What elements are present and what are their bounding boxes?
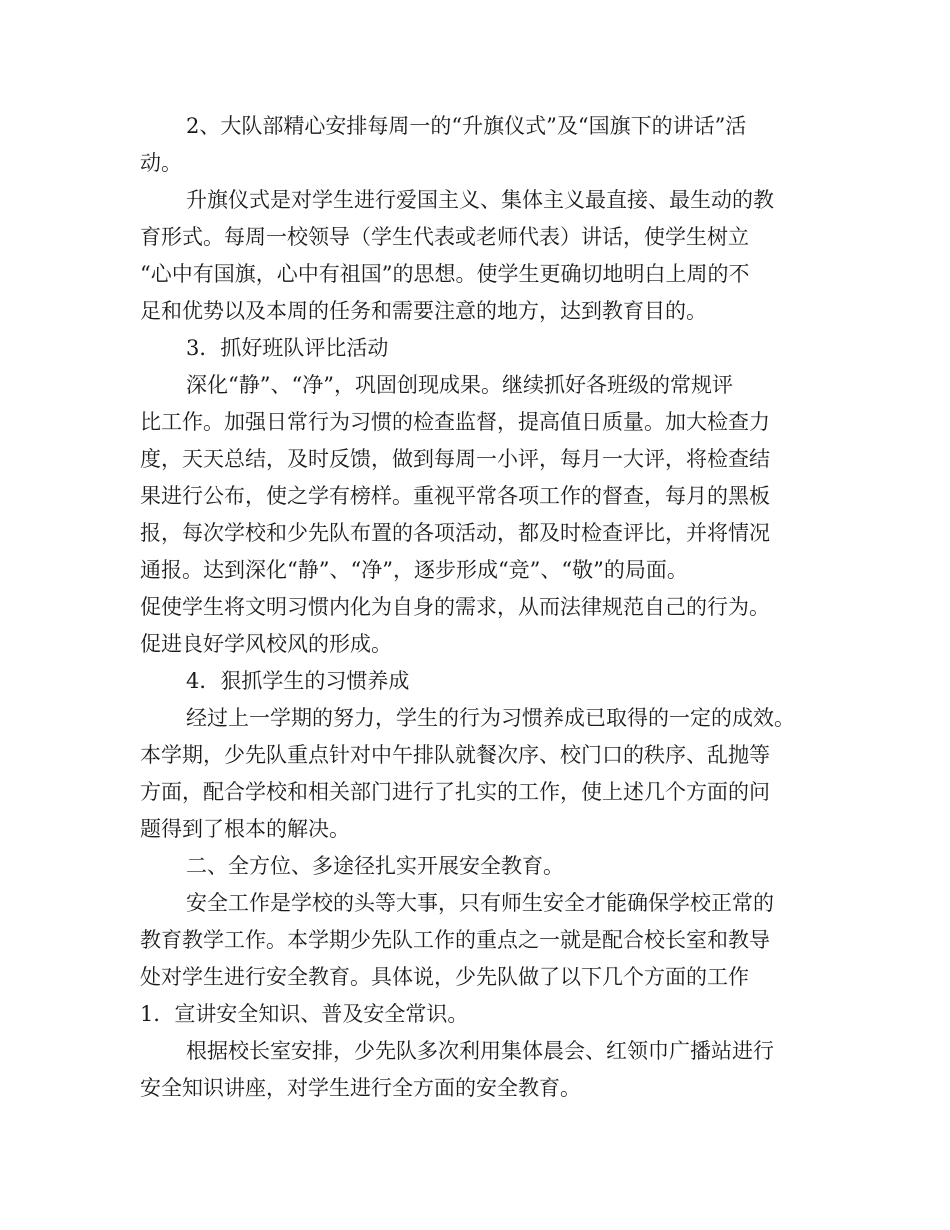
text-line: 2、大队部精心安排每周一的“升旗仪式”及“国旗下的讲话”活 <box>186 114 747 138</box>
section-heading: 4．狠抓学生的习惯养成 <box>186 669 410 693</box>
text-line: 教育教学工作。本学期少先队工作的重点之一就是配合校长室和教导 <box>140 928 770 952</box>
text-line: 足和优势以及本周的任务和需要注意的地方，达到教育目的。 <box>140 299 707 323</box>
text-line: 动。 <box>140 151 182 175</box>
text-line: 根据校长室安排，少先队多次利用集体晨会、红领巾广播站进行 <box>186 1039 774 1063</box>
text-line: 育形式。每周一校领导（学生代表或老师代表）讲话，使学生树立 <box>140 225 749 249</box>
section-heading: 3．抓好班队评比活动 <box>186 336 389 360</box>
text-line: 深化“静”、“净”，巩固创现成果。继续抓好各班级的常规评 <box>186 373 733 397</box>
text-line: 安全知识讲座，对学生进行全方面的安全教育。 <box>140 1076 581 1100</box>
section-heading: 1．宣讲安全知识、普及安全常识。 <box>140 1002 469 1026</box>
text-line: 报，每次学校和少先队布置的各项活动，都及时检查评比，并将情况 <box>140 521 770 545</box>
text-line: 处对学生进行安全教育。具体说，少先队做了以下几个方面的工作 <box>140 965 749 989</box>
text-line: 安全工作是学校的头等大事，只有师生安全才能确保学校正常的 <box>186 891 774 915</box>
text-line: 题得到了根本的解决。 <box>140 817 350 841</box>
section-heading: 二、全方位、多途径扎实开展安全教育。 <box>186 854 564 878</box>
text-line: “心中有国旗，心中有祖国”的思想。使学生更确切地明白上周的不 <box>140 262 750 286</box>
text-line: 通报。达到深化“静”、“净”，逐步形成“竞”、“敬”的局面。 <box>140 558 688 582</box>
text-line: 本学期，少先队重点针对中午排队就餐次序、校门口的秩序、乱抛等 <box>140 743 770 767</box>
text-line: 促进良好学风校风的形成。 <box>140 632 392 656</box>
text-line: 方面，配合学校和相关部门进行了扎实的工作，使上述几个方面的问 <box>140 780 770 804</box>
text-line: 果进行公布，使之学有榜样。重视平常各项工作的督查，每月的黑板 <box>140 484 770 508</box>
text-line: 比工作。加强日常行为习惯的检查监督，提高值日质量。加大检查力 <box>140 410 770 434</box>
text-line: 经过上一学期的努力，学生的行为习惯养成已取得的一定的成效。 <box>186 706 795 730</box>
text-line: 升旗仪式是对学生进行爱国主义、集体主义最直接、最生动的教 <box>186 188 774 212</box>
text-line: 度，天天总结，及时反馈，做到每周一小评，每月一大评，将检查结 <box>140 447 770 471</box>
text-line: 促使学生将文明习惯内化为自身的需求，从而法律规范自己的行为。 <box>140 595 770 619</box>
